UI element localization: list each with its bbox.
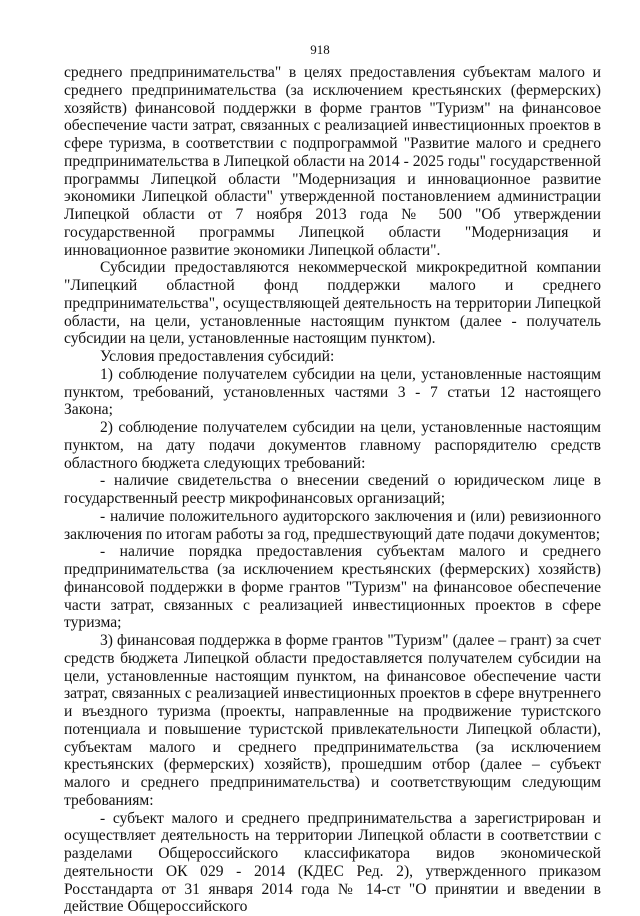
paragraph: - наличие порядка предоставления субъектам малого и среднего предпринимательства (за исключением крестьянских (фермерских) хозяйств) финансовой поддержки в форме грантов "Туризм" на финансовое обеспечение части затрат, связанных с реализацией инвестиционных проектов в сфере туризма; <box>64 543 601 632</box>
paragraph: 3) финансовая поддержка в форме грантов "Туризм" (далее – грант) за счет средств бюджета Липецкой области предоставляется получателем субсидии на цели, установленные настоящим пунктом, на финансовое обеспечение части затрат, связанных с реализацией инвестиционных проектов в сфере внутреннего и въездного туризма (проекты, направленные на продвижение туристского потенциала и повышение туристской привлекательности Липецкой области), субъектам малого и среднего предпринимательства (за исключением крестьянских (фермерских) хозяйств), прошедшим отбор (далее – субъект малого и среднего предпринимательства) и соответствующим следующим требованиям: <box>64 632 601 810</box>
paragraph: 2) соблюдение получателем субсидии на цели, установленные настоящим пунктом, на дату подачи документов главному распорядителю средств областного бюджета следующих требований: <box>64 419 601 472</box>
paragraph: Субсидии предоставляются некоммерческой микрокредитной компании "Липецкий областной фонд поддержки малого и среднего предпринимательства", осуществляющей деятельность на территории Липецкой области, на цели, установленные настоящим пунктом (далее - получатель субсидии на цели, установленные настоящим пунктом). <box>64 259 601 348</box>
page-number: 918 <box>0 42 640 58</box>
paragraph: - наличие свидетельства о внесении сведений о юридическом лице в государственный реестр микрофинансовых организаций; <box>64 472 601 508</box>
paragraph: Условия предоставления субсидий: <box>64 348 601 366</box>
paragraph: 1) соблюдение получателем субсидии на цели, установленные настоящим пунктом, требований, установленных частями 3 - 7 статьи 12 настоящего Закона; <box>64 366 601 419</box>
paragraph: среднего предпринимательства" в целях предоставления субъектам малого и среднего предпринимательства (за исключением крестьянских (фермерских) хозяйств) финансовой поддержки в форме грантов "Туризм" на финансовое обеспечение части затрат, связанных с реализацией инвестиционных проектов в сфере туризма, в соответствии с подпрограммой "Развитие малого и среднего предпринимательства в Липецкой области на 2014 - 2025 годы" государственной программы Липецкой области "Модернизация и инновационное развитие экономики Липецкой области" утвержденной постановлением администрации Липецкой области от 7 ноября 2013 года № 500 "Об утверждении государственной программы Липецкой области "Модернизация и инновационное развитие экономики Липецкой области". <box>64 64 601 259</box>
paragraph: - наличие положительного аудиторского заключения и (или) ревизионного заключения по итогам работы за год, предшествующий дате подачи документов; <box>64 508 601 544</box>
paragraph: - субъект малого и среднего предпринимательства а зарегистрирован и осуществляет деятельность на территории Липецкой области в соответствии с разделами Общероссийского классификатора видов экономической деятельности ОК 029 - 2014 (КДЕС Ред. 2), утвержденного приказом Росстандарта от 31 января 2014 года № 14-ст "О принятии и введении в действие Общероссийского <box>64 810 601 916</box>
document-body <box>64 64 601 916</box>
